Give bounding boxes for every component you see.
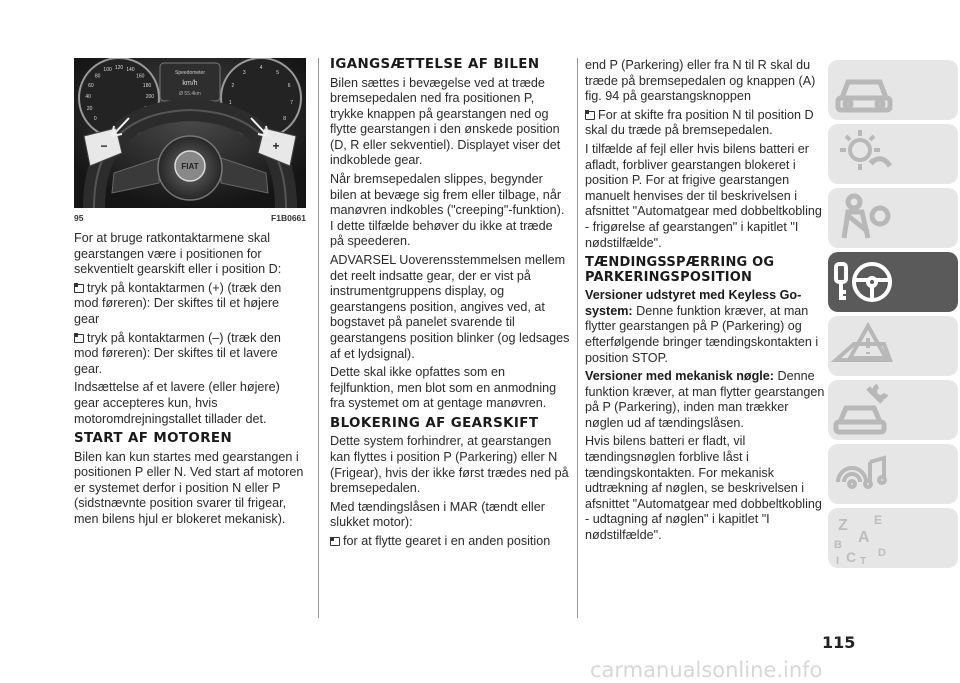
start-engine-paragraph: Bilen kan kun startes med gearstangen i positionen P eller N. Ved start af motoren er systemet derfor i position N eller P (sidstnævnte position svarer til frigear, men bilens hjul er blokeret mekanisk). <box>74 449 304 526</box>
speedometer-tick-label: 160 <box>136 73 145 80</box>
speedometer-tick-label: 180 <box>142 82 152 89</box>
logo-text: FIAT <box>181 162 199 171</box>
index-letter: E <box>874 513 883 527</box>
paddle-minus-label: − <box>100 139 108 153</box>
index-letter: A <box>858 529 870 546</box>
tab-warning-triangle[interactable] <box>828 314 958 378</box>
heading-shift-lock: BLOKERING AF GEARSKIFT <box>330 415 539 431</box>
continuation-paragraph: end P (Parkering) eller fra N til R skal du træde på bremsepedalen og knappen (A) fig. 94 på gearstangsknoppen <box>585 58 816 104</box>
tachometer-tick-label: 2 <box>231 82 235 89</box>
warning-paragraph: ADVARSEL Uoverensstemmelsen mellem det reelt indsatte gear, der er vist på instrumentgruppens display, og gearstangens position, angives ved, at bogstavet på panelet svarende til gearstangens position blinker (og ledsages af et lydsignal). <box>330 253 570 361</box>
ignition-paragraph: Med tændingslåsen i MAR (tændt eller slukket motor): <box>330 499 545 530</box>
display-line-3: Ø 55.4km <box>179 91 201 97</box>
bullet-downshift: tryk på kontaktarmen (–) (træk den mod føreren): Der skiftes til et lavere gear. <box>74 330 281 376</box>
tachometer-tick-label: 6 <box>287 82 291 89</box>
keyless-subheading: Versioner udstyret med Keyless Go-system: <box>585 288 802 318</box>
heading-moving-off: IGANGSÆTTELSE AF BILEN <box>330 57 540 72</box>
bullet-icon <box>330 537 340 546</box>
tachometer-tick-label: 4 <box>259 65 263 71</box>
tachometer-tick-label: 0 <box>235 115 239 122</box>
index-letter: T <box>860 556 867 567</box>
index-letter: B <box>834 539 842 551</box>
tab-seatbelt-airbag[interactable] <box>828 186 958 250</box>
speedometer-tick-label: 240 <box>138 115 147 122</box>
figure-caption <box>74 211 306 223</box>
figure-code: F1B0661 <box>271 213 306 223</box>
mechanical-key-paragraph: Versioner med mekanisk nøgle: Denne funktion kræver, at man flytter gearstangen på P (Parkering), inden man trækker nøglen ud af tændingslåsen. <box>585 369 825 430</box>
speedometer-tick-label: 80 <box>94 73 101 80</box>
watermark: carmanualsonline.info <box>590 658 823 682</box>
tab-key-steering-wheel[interactable] <box>828 250 958 314</box>
column-1 <box>74 58 306 531</box>
intro-paragraph: For at bruge ratkontaktarmene skal gearstangen være i positionen for sekventielt gearskift eller i position D: <box>74 231 282 277</box>
keyless-paragraph: Versioner udstyret med Keyless Go-system: Denne funktion kræver, at man flytter gearstangen på P (Parkering) og efterfølgende bringer tændingskontakten i position STOP. <box>585 288 819 365</box>
speedometer-tick-label: 60 <box>88 82 94 89</box>
speedometer-tick-label: 0 <box>93 115 97 122</box>
moving-off-paragraph: Bilen sættes i bevægelse ved at træde bremsepedalen ned fra positionen P, trykke knappen på gearstangen ned og flytte gearstangen i den ønskede position (D, R eller sekventiel). Displayet viser det indkoblede gear. <box>330 75 561 168</box>
steering-wheel-illustration <box>74 58 306 208</box>
speedometer-tick-label: 20 <box>86 105 93 112</box>
speedometer-tick-label: 120 <box>114 65 124 71</box>
tachometer-tick-label: 1 <box>228 100 232 106</box>
shift-lock-paragraph: Dette system forhindrer, at gearstangen kan flyttes i position P (Parkering) eller N (Frigear), hvis der ikke først trædes ned på bremsepedalen. <box>330 434 569 496</box>
bullet-icon <box>74 334 84 343</box>
display-line-1: Speedometer <box>174 70 206 76</box>
tab-multimedia[interactable] <box>828 442 958 506</box>
key-removal-paragraph: Hvis bilens batteri er fladt, vil tændingsnøglen forblive låst i tændingskontakten. For mekanisk udtrækning af nøglen, se beskrivelsen i afsnittet "Automatgear med dobbeltkobling - udtagning af nøglen" i kapitlet "I nødstilfælde". <box>585 434 822 543</box>
gear-acceptance-paragraph: Indsættelse af et lavere (eller højere) gear accepteres kun, hvis motoromdrejningstallet tillader det. <box>74 380 280 426</box>
battery-fault-paragraph: I tilfælde af fejl eller hvis bilens batteri er afladt, forbliver gearstangen blokeret i position P. For at frigive gearstangen manuelt henvises der til beskrivelsen i afsnittet "Automatgear med dobbeltkobling - frigørelse af gearstangen" i kapitlet "I nødstilfælde". <box>585 141 822 250</box>
bullet-icon <box>74 284 84 293</box>
tachometer-tick-label: 7 <box>290 100 294 106</box>
tachometer-tick-label: 8 <box>283 115 287 122</box>
malfunction-paragraph: Dette skal ikke opfattes som en fejlfunktion, men blot som en anmodning fra systemet om at gentage manøvren. <box>330 365 557 411</box>
index-letter: C <box>846 549 857 565</box>
speedometer-tick-label: 100 <box>103 67 112 74</box>
heading-start-engine: START AF MOTOREN <box>74 431 233 447</box>
steering-wheel-figure <box>74 58 306 208</box>
speedometer-tick-label: 40 <box>85 94 91 101</box>
index-letter: D <box>878 547 886 559</box>
column-2 <box>330 58 570 553</box>
heading-ignition-lock: TÆNDINGSSPÆRRING OG PARKERINGSPOSITION <box>585 255 775 285</box>
bullet-n-to-d: For at skifte fra position N til position D skal du træde på bremsepedalen. <box>585 107 814 138</box>
tab-car-front[interactable] <box>828 58 958 122</box>
speedometer-tick-label: 200 <box>145 94 155 101</box>
tab-wrench-car[interactable] <box>828 378 958 442</box>
bullet-upshift: tryk på kontaktarmen (+) (træk den mod føreren): Der skiftes til et højere gear <box>74 280 282 326</box>
tab-index[interactable] <box>828 506 958 570</box>
speedometer-tick-label: 220 <box>144 105 153 112</box>
column-3 <box>585 58 825 547</box>
page-number: 115 <box>822 633 856 652</box>
speedometer-tick-label: 140 <box>126 67 135 74</box>
paddle-plus-label: + <box>272 139 280 153</box>
tachometer-tick-label: 3 <box>242 69 246 76</box>
column-divider <box>318 58 319 618</box>
creeping-paragraph: Når bremsepedalen slippes, begynder bilen at bevæge sig frem eller tilbage, når manøvren indkobles ("creeping"-funktion). I dette tilfælde behøver du ikke at træde på speederen. <box>330 172 565 249</box>
bullet-move-gear: for at flytte gearet i en anden position <box>330 534 570 550</box>
column-divider <box>577 58 578 618</box>
index-letter: Z <box>838 517 848 534</box>
figure-number: 95 <box>74 213 84 223</box>
mechanical-key-subheading: Versioner med mekanisk nøgle: <box>585 369 774 384</box>
display-line-2: km/h <box>182 80 198 87</box>
index-letter: I <box>836 555 840 567</box>
bullet-icon <box>585 111 595 120</box>
tab-dashboard-lights[interactable] <box>828 122 958 186</box>
tachometer-tick-label: 5 <box>276 69 280 76</box>
